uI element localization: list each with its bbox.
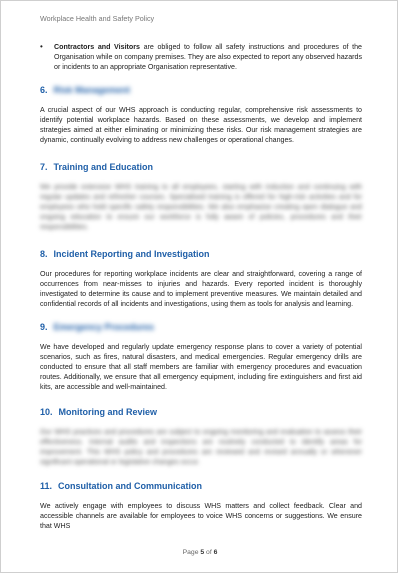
section-body: We actively engage with employees to discuss WHS matters and collect feedback. Clear and accessible channels are available for employees to voice WHS concerns or suggestions. We ensure that WHS — [40, 502, 362, 530]
section-8 — [40, 248, 362, 309]
document-header: Workplace Health and Safety Policy — [40, 14, 155, 23]
section-body: Our procedures for reporting workplace incidents are clear and straightforward, covering a range of occurrences from near-misses to injuries and hazards. Every reported incident is thoroughly investigated to determine its cause and to implement preventive measures. We maintain detailed and confidential records of all incidents and investigations, using them as tools for analysis and learning. — [40, 270, 362, 308]
section-9 — [40, 321, 362, 392]
section-body: We have developed and regularly update emergency response plans to cover a variety of potential scenarios, such as fires, natural disasters, and medical emergencies. Regular emergency drills are conducted to ensure that all staff members are familiar with emergency procedures and evacuation routes. Additionally, we ensure that all emergency equipment, including fire extinguishers and first aid kits, are accessible and well-maintained. — [40, 343, 362, 391]
bullet-contractors — [40, 42, 362, 72]
page-footer: Page 5 of 6 — [182, 549, 218, 556]
section-6 — [40, 84, 362, 145]
section-heading: 6. Risk Management — [40, 85, 131, 95]
total-pages: 6 — [213, 549, 218, 556]
section-heading: 8. Incident Reporting and Investigation — [40, 249, 210, 259]
section-7 — [40, 161, 362, 232]
section-heading: 7. Training and Education — [40, 162, 154, 172]
section-heading: 10. Monitoring and Review — [40, 407, 158, 417]
section-body-redacted: We provide extensive WHS training to all employees, starting with induction and continuing with regular updates and refresher courses. Specialised training is offered for high-risk activities and for employees who hold specific safety responsibilities. We also emphasise creating open dialogue and ongoing education to ensure our workforce is fully aware of policies, procedures and their responsibilities. — [40, 183, 362, 231]
current-page: 5 — [200, 549, 205, 556]
section-heading: 11. Consultation and Communication — [40, 481, 203, 491]
section-body-redacted: Our WHS practices and procedures are subject to ongoing monitoring and evaluation to assess their effectiveness. Internal audits and inspections are routinely conducted to identify areas for improvement. This WHS policy and procedures are reviewed and revised annually or whenever significant operational or legislative changes occur. — [40, 428, 362, 466]
bullet-lead: Contractors and Visitors — [54, 43, 140, 51]
section-heading: 9. Emergency Procedures — [40, 322, 155, 332]
bullet-text: are obliged to follow all safety instructions and procedures of the Organisation while on company premises. They are also expected to report any observed hazards or incidents to an appropriate Organisation representative. — [54, 43, 362, 71]
bullet-icon: • — [40, 42, 43, 51]
section-body: A crucial aspect of our WHS approach is conducting regular, comprehensive risk assessments to identify potential workplace hazards. Based on these assessments, we develop and implement strategies aimed at either eliminating or minimizing these risks. Our risk management strategies are dynamic, continually evolving to address new challenges or operational changes. — [40, 106, 362, 144]
section-10 — [40, 406, 362, 467]
section-11 — [40, 480, 362, 531]
